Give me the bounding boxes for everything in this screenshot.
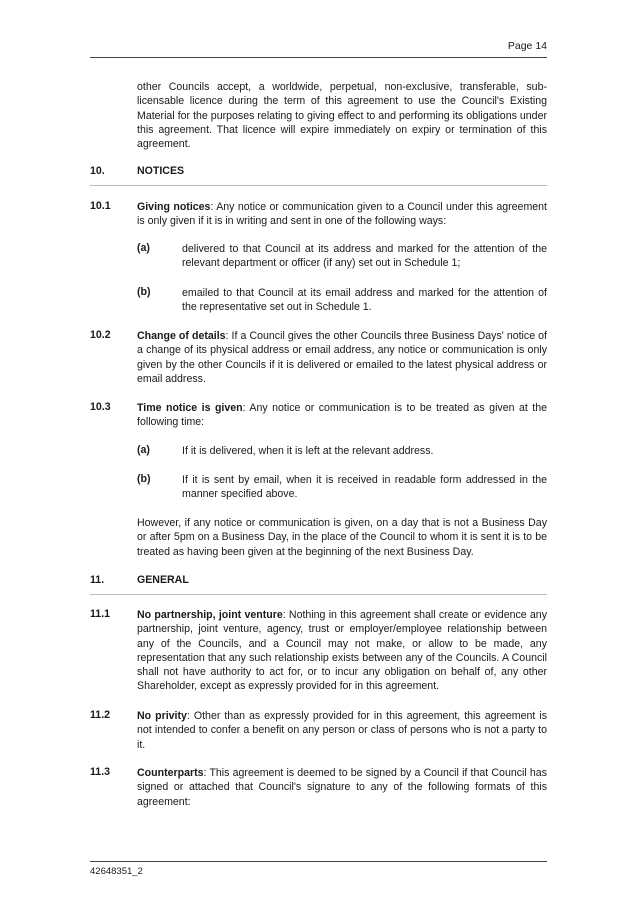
header-rule xyxy=(90,57,547,58)
footer-rule xyxy=(90,861,547,862)
section-10-rule xyxy=(90,185,547,186)
section-11-title: GENERAL xyxy=(137,574,189,586)
clause-11-2-text xyxy=(137,709,547,752)
clause-10-3-b-label: (b) xyxy=(137,473,151,485)
section-10-number: 10. xyxy=(90,165,105,177)
clause-10-1-b-label: (b) xyxy=(137,286,151,298)
clause-10-2-body: : If a Council gives the other Councils three Business Days' notice of a change of its physical address or email address, any notice or communication is only given by the other Councils if it is delivered or emailed to the latest physical address or email address. xyxy=(137,330,548,385)
clause-11-3-body: : This agreement is deemed to be signed by a Council if that Council has signed or attached that Council's signature to any of the following formats of this agreement: xyxy=(137,767,547,808)
clause-11-1-body: : Nothing in this agreement shall create or evidence any partnership, joint venture, agency, trust or employer/employee relationship between any of the Councils, and a Council may not make, or allow to be made, any representation that any such relationship exists between any of the Councils. A Council shall not have authority to act for, or to incur any obligation on behalf of, any other Shareholder, except as expressly provided for in this agreement. xyxy=(137,609,547,693)
clause-10-3-a-text: If it is delivered, when it is left at the relevant address. xyxy=(182,445,434,457)
clause-10-3-a-label: (a) xyxy=(137,444,150,456)
clause-10-3-b-text: If it is sent by email, when it is received in readable form addressed in the manner specified above. xyxy=(182,474,547,501)
clause-10-2-heading: Change of details xyxy=(137,330,226,342)
section-11-rule xyxy=(90,594,547,595)
document-reference: 42648351_2 xyxy=(90,866,143,877)
clause-11-2-number: 11.2 xyxy=(90,709,111,721)
clause-10-3-closing: However, if any notice or communication is given, on a day that is not a Business Day or after 5pm on a Business Day, in the place of the Council to whom it is sent it is to be treated as having been given at the beginning of the next Business Day. xyxy=(137,517,547,558)
clause-11-2-heading: No privity xyxy=(137,710,187,722)
clause-11-1-number: 11.1 xyxy=(90,608,111,620)
clause-10-1-a-label: (a) xyxy=(137,242,150,254)
clause-10-1-a-text: delivered to that Council at its address and marked for the attention of the relevant department or officer (if any) set out in Schedule 1; xyxy=(182,243,547,270)
clause-11-3-text xyxy=(137,766,547,809)
clause-10-2-number: 10.2 xyxy=(90,329,111,341)
clause-11-3-heading: Counterparts xyxy=(137,767,204,779)
page-number: Page 14 xyxy=(507,40,547,52)
section-11-number: 11. xyxy=(90,574,105,586)
clause-10-3-heading: Time notice is given xyxy=(137,402,243,414)
clause-11-3-number: 11.3 xyxy=(90,766,111,778)
clause-10-3-text xyxy=(137,401,547,430)
clause-10-1-heading: Giving notices xyxy=(137,201,211,213)
clause-10-1-number: 10.1 xyxy=(90,200,111,212)
clause-10-3-body: : Any notice or communication is to be treated as given at the following time: xyxy=(137,402,547,429)
clause-11-2-body: : Other than as expressly provided for in this agreement, this agreement is not intended to confer a benefit on any person or class of persons who is not a party to it. xyxy=(137,710,547,751)
clause-10-1-b-text: emailed to that Council at its email address and marked for the attention of the representative set out in Schedule 1. xyxy=(182,287,547,314)
clause-10-1-text xyxy=(137,200,547,229)
intro-paragraph: other Councils accept, a worldwide, perpetual, non-exclusive, transferable, sub-licensable licence during the term of this agreement to use the Council's Existing Material for the purposes relating to giving effect to and performing its obligations under this agreement. That licence will expire immediately on expiry or termination of this agreement. xyxy=(137,81,547,151)
clause-11-1-heading: No partnership, joint venture xyxy=(137,609,283,621)
section-10-title: NOTICES xyxy=(137,165,185,177)
clause-11-1-text xyxy=(137,608,547,694)
clause-10-1-body: : Any notice or communication given to a Council under this agreement is only given if it is in writing and sent in one of the following ways: xyxy=(137,201,547,228)
clause-10-2-text xyxy=(137,329,547,386)
clause-10-3-number: 10.3 xyxy=(90,401,111,413)
